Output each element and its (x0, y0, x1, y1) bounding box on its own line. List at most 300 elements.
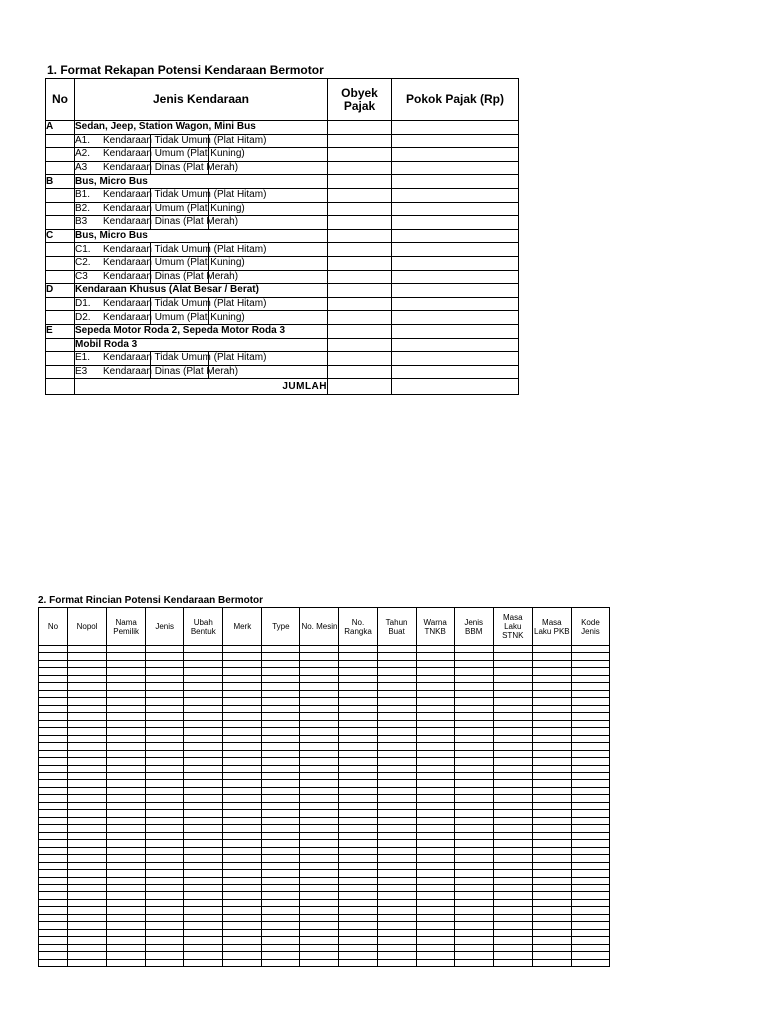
rincian-cell (300, 840, 339, 847)
rincian-cell (454, 825, 493, 832)
rincian-cell (262, 817, 300, 824)
rincian-cell (454, 937, 493, 944)
category-row (46, 324, 519, 338)
rincian-cell (571, 698, 609, 705)
vehicle-label: Kendaraan Dinas (Plat Merah) (103, 216, 239, 228)
total-pokok-cell (392, 379, 519, 395)
rincian-cell (571, 668, 609, 675)
rincian-cell (68, 877, 107, 884)
rincian-cell (184, 922, 223, 929)
rincian-cell (416, 929, 454, 936)
rincian-cell (107, 944, 146, 951)
rincian-cell (68, 840, 107, 847)
rincian-cell (416, 922, 454, 929)
rincian-cell (39, 795, 68, 802)
rincian-cell (146, 877, 184, 884)
rincian-cell (416, 817, 454, 824)
rincian-cell (39, 743, 68, 750)
rincian-cell (416, 690, 454, 697)
rincian-cell (146, 758, 184, 765)
rincian-cell (39, 862, 68, 869)
rincian-cell (39, 832, 68, 839)
rincian-cell (39, 735, 68, 742)
rincian-cell (107, 825, 146, 832)
rincian-cell (107, 907, 146, 914)
row-code (46, 188, 75, 202)
rincian-cell (339, 705, 377, 712)
vehicle-label: Kendaraan Tidak Umum (Plat Hitam) (103, 243, 267, 255)
rincian-cell (184, 937, 223, 944)
rincian-cell (39, 937, 68, 944)
rincian-cell (68, 660, 107, 667)
rincian-cell (184, 750, 223, 757)
rincian-cell (39, 668, 68, 675)
rincian-cell (300, 870, 339, 877)
rincian-cell (416, 877, 454, 884)
rincian-cell (107, 668, 146, 675)
rincian-cell (339, 758, 377, 765)
rincian-cell (146, 743, 184, 750)
rincian-cell (532, 735, 571, 742)
rincian-cell (454, 690, 493, 697)
obyek-pajak-cell (328, 284, 392, 298)
rincian-cell (68, 952, 107, 959)
rincian-cell (107, 914, 146, 921)
rincian-cell (454, 758, 493, 765)
rincian-cell (223, 765, 262, 772)
rincian-cell (493, 668, 532, 675)
vehicle-label: Kendaraan Umum (Plat Kuning) (103, 148, 245, 160)
vehicle-code: B1. (75, 189, 91, 201)
rincian-cell (223, 907, 262, 914)
rincian-cell (262, 787, 300, 794)
rincian-cell (377, 922, 416, 929)
rincian-empty-row (39, 899, 610, 906)
rincian-cell (184, 892, 223, 899)
rincian-cell (39, 877, 68, 884)
obyek-pajak-cell (328, 352, 392, 366)
rincian-cell (339, 720, 377, 727)
rincian-cell (532, 646, 571, 653)
vehicle-label: Kendaraan Umum (Plat Kuning) (103, 257, 245, 269)
rincian-cell (300, 720, 339, 727)
vehicle-row (46, 365, 519, 379)
rincian-cell (339, 795, 377, 802)
row-code: E (46, 324, 75, 338)
rincian-cell (571, 959, 609, 966)
rincian-cell (493, 735, 532, 742)
rincian-cell (493, 705, 532, 712)
rincian-cell (184, 855, 223, 862)
rincian-cell (107, 705, 146, 712)
rincian-cell (454, 765, 493, 772)
rincian-cell (68, 929, 107, 936)
rincian-cell (223, 847, 262, 854)
rincian-cell (532, 675, 571, 682)
rincian-cell (571, 653, 609, 660)
rincian-cell (377, 870, 416, 877)
rincian-cell (532, 720, 571, 727)
vehicle-row (46, 202, 519, 216)
rincian-cell (146, 668, 184, 675)
category-label: Bus, Micro Bus (75, 229, 328, 243)
rincian-cell (184, 907, 223, 914)
rincian-cell (493, 825, 532, 832)
rincian-cell (262, 795, 300, 802)
rincian-cell (571, 892, 609, 899)
rincian-cell (107, 892, 146, 899)
rekapan-header-row (46, 79, 519, 121)
rincian-cell (262, 870, 300, 877)
rincian-cell (377, 683, 416, 690)
obyek-pajak-cell (328, 134, 392, 148)
gridline (150, 298, 151, 311)
rincian-cell (377, 952, 416, 959)
rincian-cell (416, 952, 454, 959)
vehicle-row (46, 216, 519, 230)
pokok-pajak-cell (392, 188, 519, 202)
rincian-cell (146, 735, 184, 742)
rincian-cell (223, 683, 262, 690)
vehicle-cell (75, 243, 328, 257)
gridline (150, 366, 151, 379)
rincian-cell (146, 728, 184, 735)
rincian-cell (262, 892, 300, 899)
rincian-cell (571, 847, 609, 854)
gridline (208, 162, 209, 175)
rincian-cell (416, 705, 454, 712)
rincian-cell (377, 914, 416, 921)
rincian-cell (107, 959, 146, 966)
pokok-pajak-cell (392, 311, 519, 325)
rincian-cell (339, 765, 377, 772)
rincian-cell (532, 840, 571, 847)
rincian-cell (184, 668, 223, 675)
rincian-cell (454, 772, 493, 779)
rincian-cell (493, 660, 532, 667)
gridline (150, 135, 151, 148)
rincian-cell (300, 892, 339, 899)
obyek-pajak-cell (328, 270, 392, 284)
rincian-cell (68, 758, 107, 765)
rincian-empty-row (39, 944, 610, 951)
rincian-cell (493, 877, 532, 884)
rincian-cell (493, 683, 532, 690)
rincian-cell (300, 705, 339, 712)
rincian-cell (493, 840, 532, 847)
rincian-cell (39, 728, 68, 735)
rincian-cell (493, 750, 532, 757)
rincian-cell (532, 914, 571, 921)
rincian-cell (146, 802, 184, 809)
rincian-cell (571, 952, 609, 959)
vehicle-row (46, 270, 519, 284)
rincian-cell (532, 825, 571, 832)
rincian-header-cell: No (39, 608, 68, 646)
rincian-cell (107, 899, 146, 906)
rincian-cell (377, 840, 416, 847)
rincian-cell (377, 690, 416, 697)
rincian-cell (416, 735, 454, 742)
rincian-empty-row (39, 937, 610, 944)
rincian-cell (377, 825, 416, 832)
rincian-cell (300, 735, 339, 742)
gridline (208, 298, 209, 311)
rincian-cell (146, 825, 184, 832)
total-no-cell (46, 379, 75, 395)
rincian-cell (416, 683, 454, 690)
rekapan-total-row (46, 379, 519, 395)
rincian-cell (571, 907, 609, 914)
rincian-cell (377, 720, 416, 727)
rincian-empty-row (39, 832, 610, 839)
rincian-body (39, 646, 610, 967)
rincian-cell (339, 870, 377, 877)
rincian-cell (532, 743, 571, 750)
rincian-cell (493, 832, 532, 839)
rincian-cell (339, 832, 377, 839)
category-label: Kendaraan Khusus (Alat Besar / Berat) (75, 284, 328, 298)
rincian-cell (493, 698, 532, 705)
rincian-cell (300, 690, 339, 697)
rincian-cell (107, 698, 146, 705)
rincian-cell (146, 817, 184, 824)
category-row (46, 338, 519, 352)
rincian-cell (454, 952, 493, 959)
rincian-cell (493, 907, 532, 914)
rincian-cell (39, 870, 68, 877)
rincian-cell (339, 937, 377, 944)
rincian-cell (223, 675, 262, 682)
rincian-cell (532, 959, 571, 966)
rincian-cell (262, 780, 300, 787)
rincian-cell (146, 944, 184, 951)
rincian-cell (571, 743, 609, 750)
rincian-empty-row (39, 690, 610, 697)
obyek-pajak-cell (328, 229, 392, 243)
rincian-cell (493, 802, 532, 809)
vehicle-code: E1. (75, 352, 91, 364)
rincian-cell (416, 646, 454, 653)
rincian-cell (454, 795, 493, 802)
rincian-cell (39, 847, 68, 854)
rincian-cell (416, 832, 454, 839)
rincian-cell (68, 914, 107, 921)
rincian-cell (300, 713, 339, 720)
rincian-empty-row (39, 683, 610, 690)
rincian-cell (339, 847, 377, 854)
header-pokok-pajak: Pokok Pajak (Rp) (392, 79, 519, 121)
rincian-cell (107, 750, 146, 757)
rincian-cell (493, 646, 532, 653)
rincian-cell (454, 840, 493, 847)
rincian-cell (416, 810, 454, 817)
rincian-cell (39, 899, 68, 906)
rincian-cell (39, 758, 68, 765)
rincian-cell (339, 810, 377, 817)
rincian-cell (223, 914, 262, 921)
pokok-pajak-cell (392, 216, 519, 230)
rincian-cell (107, 810, 146, 817)
rincian-cell (416, 728, 454, 735)
rincian-cell (377, 937, 416, 944)
rincian-cell (339, 914, 377, 921)
rincian-cell (262, 840, 300, 847)
rincian-cell (571, 750, 609, 757)
rincian-cell (416, 787, 454, 794)
rincian-cell (184, 929, 223, 936)
rincian-cell (339, 660, 377, 667)
rincian-cell (223, 720, 262, 727)
rincian-cell (339, 885, 377, 892)
category-label: Sedan, Jeep, Station Wagon, Mini Bus (75, 121, 328, 135)
rincian-cell (377, 847, 416, 854)
gridline (208, 243, 209, 256)
rincian-cell (68, 705, 107, 712)
rincian-cell (571, 817, 609, 824)
rincian-cell (571, 787, 609, 794)
obyek-pajak-cell (328, 175, 392, 189)
rincian-cell (493, 855, 532, 862)
rincian-header-cell: Warna TNKB (416, 608, 454, 646)
rincian-cell (532, 899, 571, 906)
rincian-cell (493, 795, 532, 802)
rincian-cell (416, 713, 454, 720)
rincian-cell (68, 810, 107, 817)
row-code (46, 365, 75, 379)
rincian-cell (68, 772, 107, 779)
row-code: A (46, 121, 75, 135)
rincian-cell (377, 765, 416, 772)
rincian-cell (262, 720, 300, 727)
rincian-cell (146, 862, 184, 869)
rincian-cell (493, 959, 532, 966)
rincian-cell (571, 832, 609, 839)
rincian-cell (39, 929, 68, 936)
rincian-cell (107, 728, 146, 735)
rincian-cell (146, 780, 184, 787)
rincian-cell (571, 914, 609, 921)
rincian-cell (532, 660, 571, 667)
rincian-cell (184, 683, 223, 690)
rincian-cell (532, 862, 571, 869)
gridline (150, 162, 151, 175)
rincian-cell (377, 795, 416, 802)
rincian-cell (339, 787, 377, 794)
rincian-cell (416, 795, 454, 802)
rincian-cell (39, 825, 68, 832)
rincian-cell (532, 810, 571, 817)
rincian-cell (184, 690, 223, 697)
rincian-cell (339, 780, 377, 787)
category-row (46, 121, 519, 135)
rincian-cell (262, 705, 300, 712)
rincian-cell (146, 959, 184, 966)
rincian-cell (416, 750, 454, 757)
rincian-cell (184, 705, 223, 712)
rincian-cell (146, 795, 184, 802)
vehicle-cell (75, 270, 328, 284)
rincian-cell (184, 653, 223, 660)
rincian-cell (339, 959, 377, 966)
rincian-cell (300, 862, 339, 869)
rincian-cell (107, 653, 146, 660)
rincian-cell (107, 765, 146, 772)
rincian-cell (223, 810, 262, 817)
rincian-cell (532, 870, 571, 877)
vehicle-cell (75, 161, 328, 175)
rincian-cell (300, 944, 339, 951)
rincian-header-cell: Ubah Bentuk (184, 608, 223, 646)
rincian-cell (223, 653, 262, 660)
rincian-cell (146, 922, 184, 929)
rincian-cell (416, 825, 454, 832)
rincian-cell (493, 713, 532, 720)
rincian-cell (571, 765, 609, 772)
rincian-cell (300, 885, 339, 892)
rincian-cell (146, 683, 184, 690)
rincian-cell (532, 765, 571, 772)
gridline (150, 203, 151, 216)
rincian-cell (416, 892, 454, 899)
rincian-cell (571, 885, 609, 892)
gridline (150, 243, 151, 256)
gridline (150, 216, 151, 229)
rincian-cell (107, 929, 146, 936)
rincian-cell (146, 937, 184, 944)
rincian-cell (454, 705, 493, 712)
rincian-empty-row (39, 750, 610, 757)
rincian-cell (262, 675, 300, 682)
rincian-cell (39, 817, 68, 824)
rincian-empty-row (39, 802, 610, 809)
rincian-cell (571, 840, 609, 847)
rincian-cell (416, 653, 454, 660)
gridline (208, 189, 209, 202)
rincian-cell (493, 899, 532, 906)
obyek-pajak-cell (328, 256, 392, 270)
rincian-header-cell: Jenis (146, 608, 184, 646)
rincian-cell (262, 929, 300, 936)
rincian-cell (107, 870, 146, 877)
gridline (208, 216, 209, 229)
rincian-cell (68, 855, 107, 862)
rincian-cell (454, 862, 493, 869)
rincian-cell (339, 907, 377, 914)
vehicle-row (46, 188, 519, 202)
rincian-cell (184, 780, 223, 787)
gridline (208, 203, 209, 216)
rincian-empty-row (39, 765, 610, 772)
rincian-cell (223, 772, 262, 779)
rincian-cell (107, 743, 146, 750)
rincian-cell (146, 907, 184, 914)
rincian-cell (454, 885, 493, 892)
gridline (208, 257, 209, 270)
gridline (150, 189, 151, 202)
rincian-empty-row (39, 914, 610, 921)
rincian-cell (146, 713, 184, 720)
rincian-cell (377, 750, 416, 757)
vehicle-cell (75, 216, 328, 230)
rincian-cell (262, 877, 300, 884)
rincian-cell (146, 929, 184, 936)
rincian-cell (454, 929, 493, 936)
vehicle-label: Kendaraan Umum (Plat Kuning) (103, 311, 245, 323)
rincian-cell (68, 922, 107, 929)
rincian-cell (146, 832, 184, 839)
obyek-pajak-cell (328, 202, 392, 216)
